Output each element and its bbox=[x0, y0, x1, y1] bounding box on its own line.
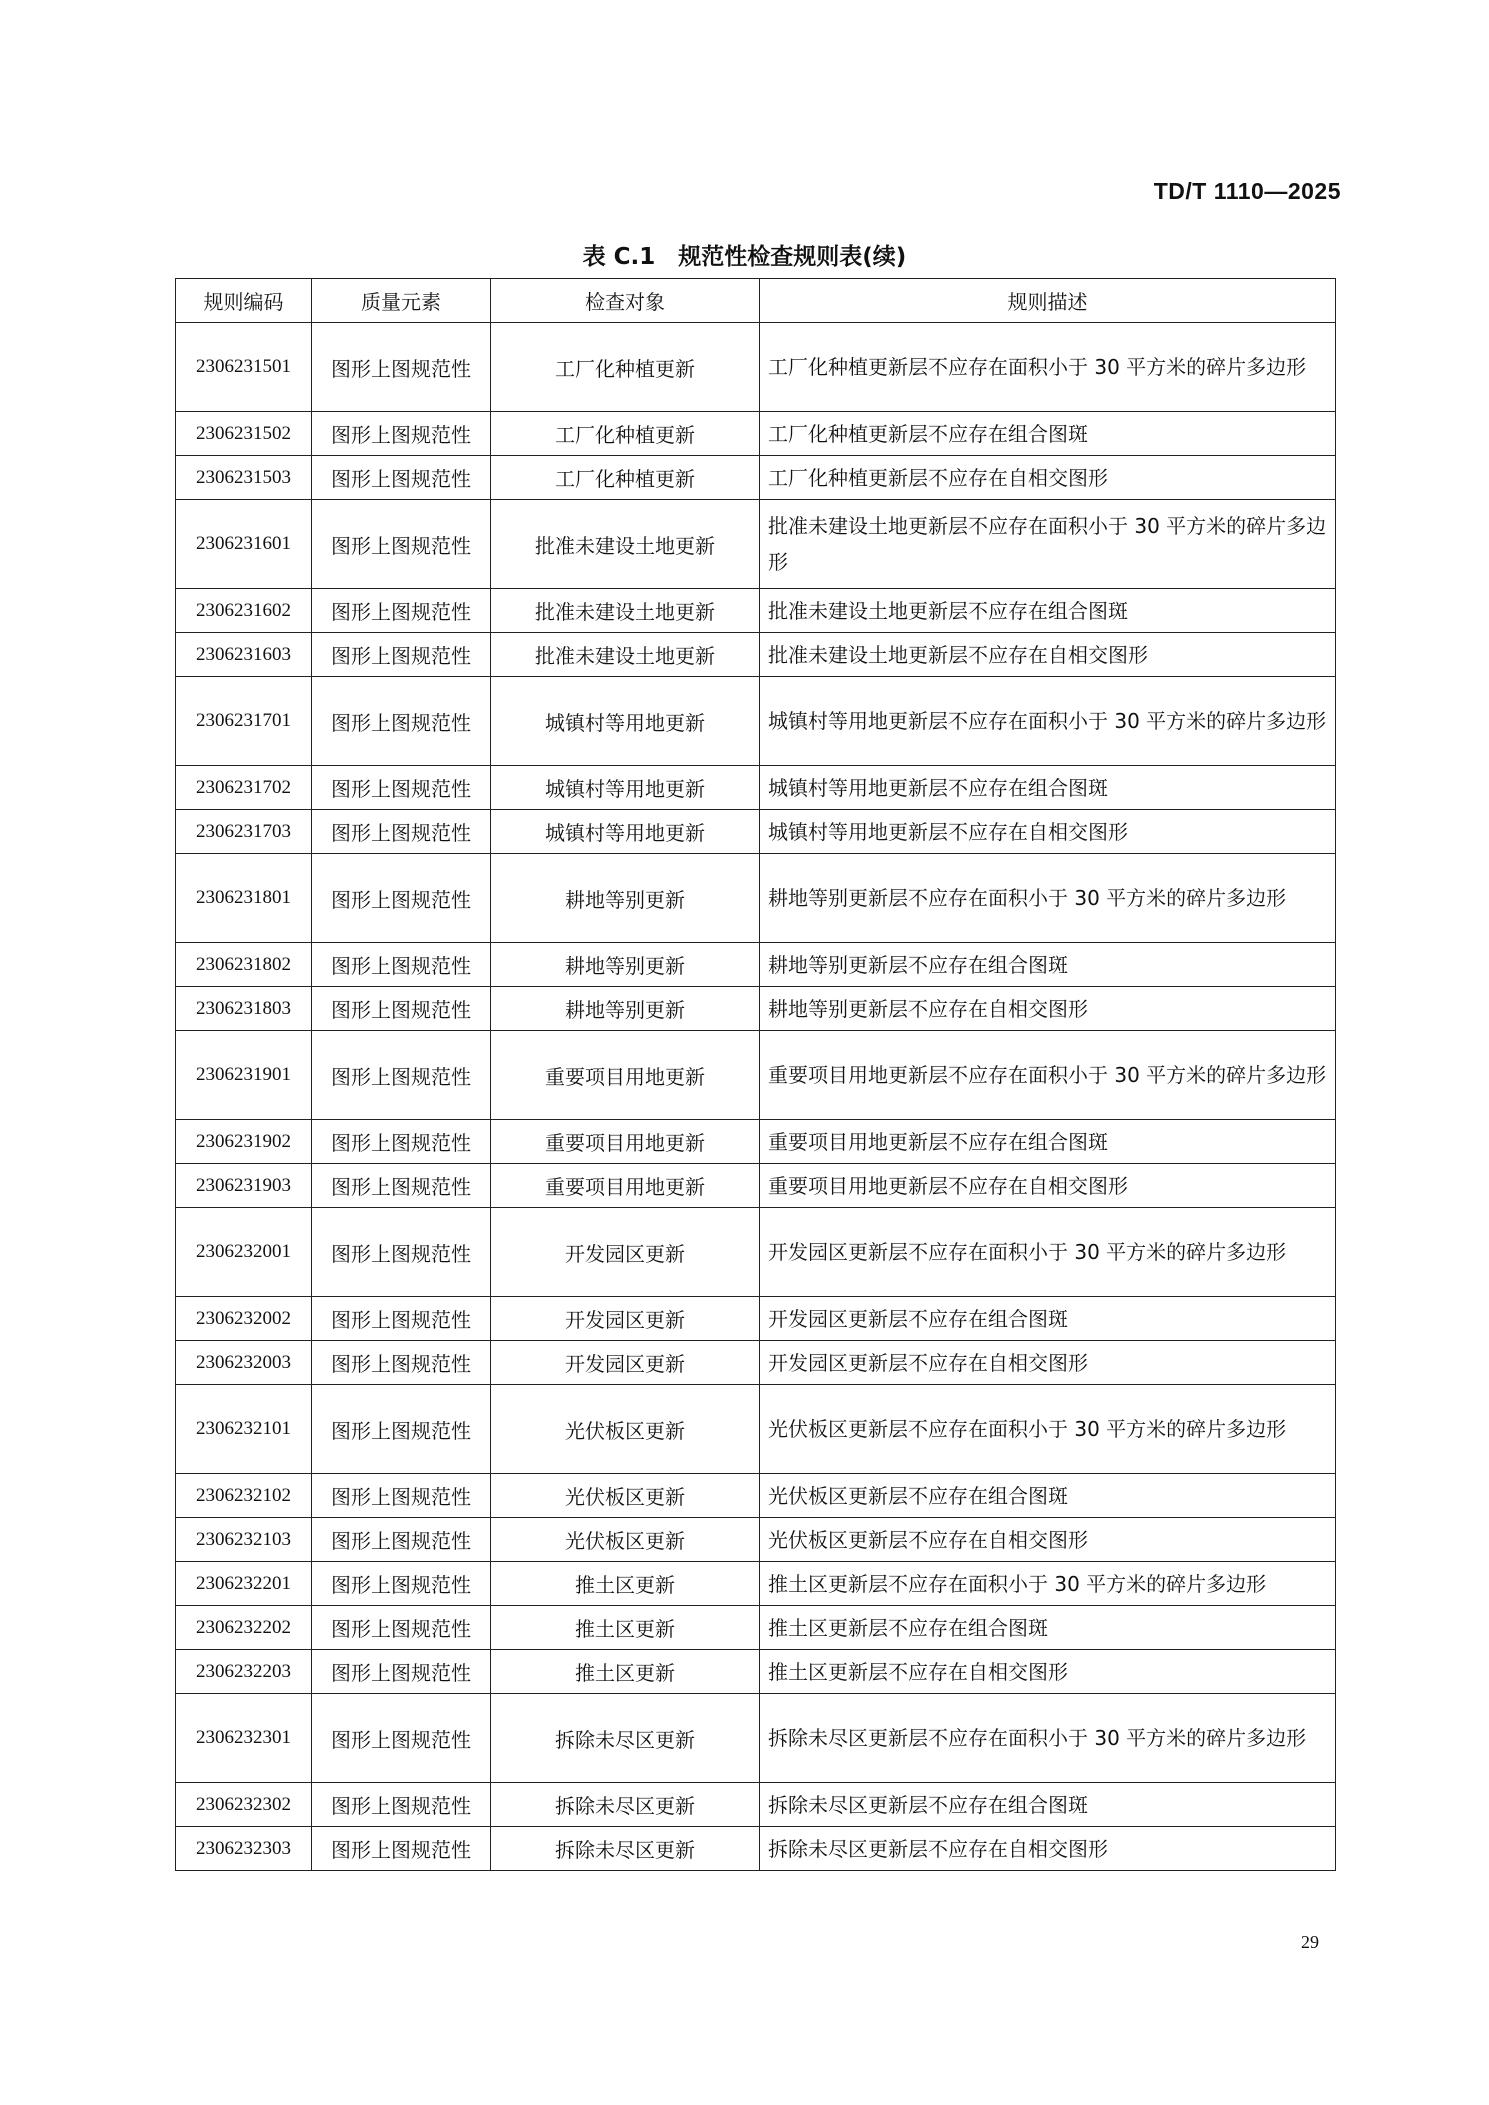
cell-rule-description: 工厂化种植更新层不应存在面积小于 30 平方米的碎片多边形 bbox=[760, 323, 1336, 412]
page-number: 29 bbox=[1301, 1932, 1319, 1952]
table-header-row bbox=[176, 279, 1336, 323]
cell-rule-description: 推土区更新层不应存在面积小于 30 平方米的碎片多边形 bbox=[760, 1562, 1336, 1606]
table-row bbox=[176, 589, 1336, 633]
cell-quality-element: 图形上图规范性 bbox=[312, 1385, 491, 1474]
cell-rule-code: 2306231902 bbox=[176, 1120, 312, 1164]
cell-rule-description: 开发园区更新层不应存在组合图斑 bbox=[760, 1297, 1336, 1341]
cell-quality-element: 图形上图规范性 bbox=[312, 766, 491, 810]
table-row bbox=[176, 500, 1336, 589]
cell-quality-element: 图形上图规范性 bbox=[312, 1650, 491, 1694]
cell-rule-description: 光伏板区更新层不应存在面积小于 30 平方米的碎片多边形 bbox=[760, 1385, 1336, 1474]
cell-rule-code: 2306232203 bbox=[176, 1650, 312, 1694]
cell-rule-code: 2306231901 bbox=[176, 1031, 312, 1120]
cell-rule-code: 2306231501 bbox=[176, 323, 312, 412]
cell-check-object: 城镇村等用地更新 bbox=[491, 766, 760, 810]
table-row bbox=[176, 987, 1336, 1031]
table-row bbox=[176, 810, 1336, 854]
cell-quality-element: 图形上图规范性 bbox=[312, 987, 491, 1031]
cell-quality-element: 图形上图规范性 bbox=[312, 1606, 491, 1650]
cell-rule-description: 重要项目用地更新层不应存在自相交图形 bbox=[760, 1164, 1336, 1208]
cell-rule-code: 2306231502 bbox=[176, 412, 312, 456]
table-row bbox=[176, 1562, 1336, 1606]
cell-check-object: 耕地等别更新 bbox=[491, 854, 760, 943]
cell-rule-description: 拆除未尽区更新层不应存在自相交图形 bbox=[760, 1827, 1336, 1871]
cell-quality-element: 图形上图规范性 bbox=[312, 1031, 491, 1120]
cell-check-object: 城镇村等用地更新 bbox=[491, 677, 760, 766]
table-row bbox=[176, 412, 1336, 456]
cell-check-object: 推土区更新 bbox=[491, 1606, 760, 1650]
table-row bbox=[176, 1650, 1336, 1694]
cell-rule-code: 2306231602 bbox=[176, 589, 312, 633]
cell-check-object: 开发园区更新 bbox=[491, 1297, 760, 1341]
cell-check-object: 光伏板区更新 bbox=[491, 1385, 760, 1474]
cell-quality-element: 图形上图规范性 bbox=[312, 810, 491, 854]
cell-rule-description: 拆除未尽区更新层不应存在面积小于 30 平方米的碎片多边形 bbox=[760, 1694, 1336, 1783]
cell-quality-element: 图形上图规范性 bbox=[312, 1562, 491, 1606]
cell-rule-description: 重要项目用地更新层不应存在组合图斑 bbox=[760, 1120, 1336, 1164]
cell-quality-element: 图形上图规范性 bbox=[312, 677, 491, 766]
cell-rule-code: 2306232301 bbox=[176, 1694, 312, 1783]
table-row bbox=[176, 1341, 1336, 1385]
cell-quality-element: 图形上图规范性 bbox=[312, 500, 491, 589]
cell-rule-code: 2306231802 bbox=[176, 943, 312, 987]
table-row bbox=[176, 1783, 1336, 1827]
column-header-object: 检查对象 bbox=[491, 279, 760, 323]
cell-quality-element: 图形上图规范性 bbox=[312, 412, 491, 456]
table-row bbox=[176, 456, 1336, 500]
cell-check-object: 拆除未尽区更新 bbox=[491, 1783, 760, 1827]
cell-rule-description: 工厂化种植更新层不应存在组合图斑 bbox=[760, 412, 1336, 456]
cell-check-object: 城镇村等用地更新 bbox=[491, 810, 760, 854]
cell-rule-description: 光伏板区更新层不应存在自相交图形 bbox=[760, 1518, 1336, 1562]
cell-rule-description: 耕地等别更新层不应存在面积小于 30 平方米的碎片多边形 bbox=[760, 854, 1336, 943]
cell-rule-description: 批准未建设土地更新层不应存在组合图斑 bbox=[760, 589, 1336, 633]
cell-rule-code: 2306232003 bbox=[176, 1341, 312, 1385]
table-row bbox=[176, 1120, 1336, 1164]
table-row bbox=[176, 323, 1336, 412]
cell-check-object: 重要项目用地更新 bbox=[491, 1164, 760, 1208]
cell-rule-description: 开发园区更新层不应存在自相交图形 bbox=[760, 1341, 1336, 1385]
table-row bbox=[176, 766, 1336, 810]
cell-quality-element: 图形上图规范性 bbox=[312, 589, 491, 633]
cell-quality-element: 图形上图规范性 bbox=[312, 1120, 491, 1164]
cell-check-object: 工厂化种植更新 bbox=[491, 412, 760, 456]
cell-rule-code: 2306231503 bbox=[176, 456, 312, 500]
cell-quality-element: 图形上图规范性 bbox=[312, 323, 491, 412]
table-row bbox=[176, 854, 1336, 943]
cell-rule-code: 2306231701 bbox=[176, 677, 312, 766]
cell-quality-element: 图形上图规范性 bbox=[312, 1341, 491, 1385]
cell-rule-code: 2306232202 bbox=[176, 1606, 312, 1650]
cell-rule-code: 2306231603 bbox=[176, 633, 312, 677]
cell-rule-code: 2306231703 bbox=[176, 810, 312, 854]
cell-rule-code: 2306232102 bbox=[176, 1474, 312, 1518]
cell-rule-code: 2306232302 bbox=[176, 1783, 312, 1827]
cell-check-object: 拆除未尽区更新 bbox=[491, 1694, 760, 1783]
table-row bbox=[176, 1518, 1336, 1562]
cell-rule-description: 拆除未尽区更新层不应存在组合图斑 bbox=[760, 1783, 1336, 1827]
cell-rule-description: 光伏板区更新层不应存在组合图斑 bbox=[760, 1474, 1336, 1518]
cell-check-object: 拆除未尽区更新 bbox=[491, 1827, 760, 1871]
standard-code: TD/T 1110—2025 bbox=[1153, 178, 1341, 204]
table-row bbox=[176, 1208, 1336, 1297]
cell-quality-element: 图形上图规范性 bbox=[312, 1694, 491, 1783]
cell-rule-description: 推土区更新层不应存在自相交图形 bbox=[760, 1650, 1336, 1694]
cell-rule-description: 批准未建设土地更新层不应存在面积小于 30 平方米的碎片多边形 bbox=[760, 500, 1336, 589]
table-row bbox=[176, 633, 1336, 677]
cell-quality-element: 图形上图规范性 bbox=[312, 633, 491, 677]
cell-rule-code: 2306231702 bbox=[176, 766, 312, 810]
table-row bbox=[176, 943, 1336, 987]
cell-check-object: 工厂化种植更新 bbox=[491, 323, 760, 412]
cell-check-object: 开发园区更新 bbox=[491, 1208, 760, 1297]
table-row bbox=[176, 1694, 1336, 1783]
cell-rule-code: 2306232103 bbox=[176, 1518, 312, 1562]
cell-check-object: 批准未建设土地更新 bbox=[491, 633, 760, 677]
column-header-element: 质量元素 bbox=[312, 279, 491, 323]
column-header-code: 规则编码 bbox=[176, 279, 312, 323]
cell-rule-code: 2306231801 bbox=[176, 854, 312, 943]
cell-rule-description: 开发园区更新层不应存在面积小于 30 平方米的碎片多边形 bbox=[760, 1208, 1336, 1297]
cell-quality-element: 图形上图规范性 bbox=[312, 1783, 491, 1827]
cell-rule-code: 2306232002 bbox=[176, 1297, 312, 1341]
cell-check-object: 批准未建设土地更新 bbox=[491, 589, 760, 633]
cell-rule-description: 工厂化种植更新层不应存在自相交图形 bbox=[760, 456, 1336, 500]
cell-quality-element: 图形上图规范性 bbox=[312, 1297, 491, 1341]
cell-rule-description: 城镇村等用地更新层不应存在自相交图形 bbox=[760, 810, 1336, 854]
cell-quality-element: 图形上图规范性 bbox=[312, 456, 491, 500]
cell-check-object: 光伏板区更新 bbox=[491, 1518, 760, 1562]
cell-quality-element: 图形上图规范性 bbox=[312, 1827, 491, 1871]
table-row bbox=[176, 1031, 1336, 1120]
table-body bbox=[176, 323, 1336, 1871]
cell-check-object: 重要项目用地更新 bbox=[491, 1120, 760, 1164]
table-row bbox=[176, 677, 1336, 766]
column-header-description: 规则描述 bbox=[760, 279, 1336, 323]
cell-check-object: 推土区更新 bbox=[491, 1650, 760, 1694]
cell-check-object: 工厂化种植更新 bbox=[491, 456, 760, 500]
cell-quality-element: 图形上图规范性 bbox=[312, 943, 491, 987]
cell-rule-description: 耕地等别更新层不应存在自相交图形 bbox=[760, 987, 1336, 1031]
cell-rule-description: 推土区更新层不应存在组合图斑 bbox=[760, 1606, 1336, 1650]
table-title: 表 C.1 规范性检查规则表(续) bbox=[582, 244, 907, 270]
cell-quality-element: 图形上图规范性 bbox=[312, 854, 491, 943]
table-row bbox=[176, 1385, 1336, 1474]
table-row bbox=[176, 1297, 1336, 1341]
cell-check-object: 开发园区更新 bbox=[491, 1341, 760, 1385]
cell-rule-description: 批准未建设土地更新层不应存在自相交图形 bbox=[760, 633, 1336, 677]
cell-rule-code: 2306232201 bbox=[176, 1562, 312, 1606]
table-row bbox=[176, 1164, 1336, 1208]
table-row bbox=[176, 1606, 1336, 1650]
rules-table bbox=[175, 278, 1336, 1871]
cell-rule-description: 耕地等别更新层不应存在组合图斑 bbox=[760, 943, 1336, 987]
cell-check-object: 推土区更新 bbox=[491, 1562, 760, 1606]
cell-rule-code: 2306232303 bbox=[176, 1827, 312, 1871]
table-row bbox=[176, 1474, 1336, 1518]
cell-rule-description: 城镇村等用地更新层不应存在面积小于 30 平方米的碎片多边形 bbox=[760, 677, 1336, 766]
cell-check-object: 耕地等别更新 bbox=[491, 987, 760, 1031]
cell-check-object: 重要项目用地更新 bbox=[491, 1031, 760, 1120]
cell-check-object: 耕地等别更新 bbox=[491, 943, 760, 987]
cell-quality-element: 图形上图规范性 bbox=[312, 1208, 491, 1297]
cell-quality-element: 图形上图规范性 bbox=[312, 1474, 491, 1518]
cell-check-object: 光伏板区更新 bbox=[491, 1474, 760, 1518]
cell-rule-description: 重要项目用地更新层不应存在面积小于 30 平方米的碎片多边形 bbox=[760, 1031, 1336, 1120]
cell-rule-code: 2306232001 bbox=[176, 1208, 312, 1297]
cell-rule-description: 城镇村等用地更新层不应存在组合图斑 bbox=[760, 766, 1336, 810]
cell-rule-code: 2306231803 bbox=[176, 987, 312, 1031]
cell-check-object: 批准未建设土地更新 bbox=[491, 500, 760, 589]
cell-rule-code: 2306231903 bbox=[176, 1164, 312, 1208]
cell-rule-code: 2306231601 bbox=[176, 500, 312, 589]
table-row bbox=[176, 1827, 1336, 1871]
cell-rule-code: 2306232101 bbox=[176, 1385, 312, 1474]
cell-quality-element: 图形上图规范性 bbox=[312, 1518, 491, 1562]
cell-quality-element: 图形上图规范性 bbox=[312, 1164, 491, 1208]
